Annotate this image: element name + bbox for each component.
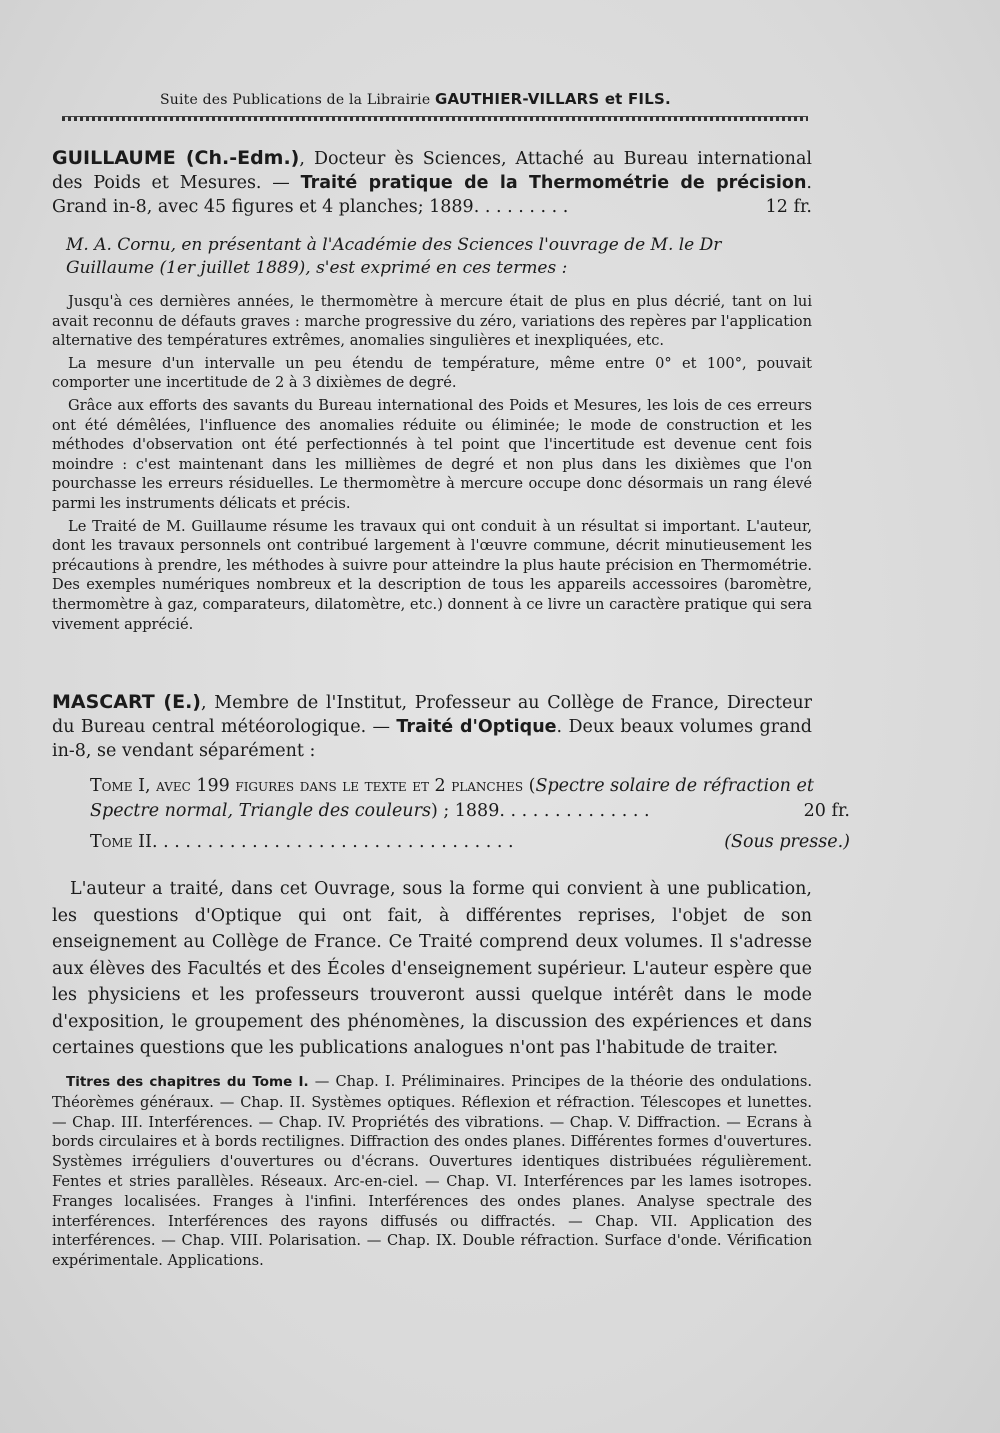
tome-1-price: 20 fr.	[803, 801, 850, 821]
tome-1-italic: Spectre solaire de réfraction et Spectre normal, Triangle des couleurs	[90, 776, 814, 821]
quote-paragraph: La mesure d'un intervalle un peu étendu de température, même entre 0° et 100°, pouvait comporter une incertitude de 2 à 3 dixièmes de degré.	[52, 354, 812, 392]
guillaume-desc2: des Poids et Mesures. —	[52, 173, 301, 193]
guillaume-title: Traité pratique de la Thermométrie de précision	[300, 173, 807, 193]
tome-2-status: (Sous presse.)	[724, 832, 850, 852]
tome-2-text: Tome II. . . . . . . . . . . . . . . . . . . . . . . . . . . . . . . . .	[90, 832, 514, 852]
guillaume-price: 12 fr.	[765, 197, 812, 217]
mascart-desc: , Membre de l'Institut, Professeur au Collège de France, Directeur du Bureau central météorologique. —	[52, 693, 812, 737]
mascart-title: Traité d'Optique	[396, 717, 557, 737]
tome-1-text: Tome I, avec 199 figures dans le texte et 2 planches (	[90, 776, 536, 796]
guillaume-quote-body	[52, 292, 812, 637]
header-rule	[62, 116, 808, 121]
guillaume-author: GUILLAUME (Ch.-Edm.)	[52, 147, 300, 169]
tome-1-line	[52, 774, 850, 824]
quote-paragraph: Jusqu'à ces dernières années, le thermomètre à mercure était de plus en plus décrié, tant on lui avait reconnu de défauts graves : marche progressive du zéro, variations des repères par l'application alternative des températures extrêmes, anomalies singulières et inexpliquées, etc.	[52, 293, 812, 350]
mascart-description	[52, 876, 812, 1062]
quote-paragraph: Grâce aux efforts des savants du Bureau international des Poids et Mesures, les lois de ces erreurs ont été démêlées, l'influence des anomalies réduite ou éliminée; le mode de construction et les méthodes d'observation ont été perfectionnés à tel point que l'incertitude est devenue cent fois moindre : c'est maintenant dans les millièmes de degré et non plus dans les dixièmes que l'on pourchasse les erreurs résiduelles. Le thermomètre à mercure occupe donc désormais un rang élevé parmi les instruments délicats et précis.	[52, 396, 812, 512]
tome-2-line	[52, 830, 850, 855]
tome-1-end: ) ; 1889. . . . . . . . . . . . . .	[430, 801, 650, 821]
chapters-text: — Chap. I. Préliminaires. Principes de la théorie des ondulations. Théorèmes généraux. — Chap. II. Systèmes optiques. Réflexion et réfraction. Télescopes et lunettes. — Chap. III. Interférences. — Chap. IV. Propriétés des vibrations. — Chap. V. Diffraction. — Ecrans à bords circulaires et à bords rectilignes. Diffraction des ondes planes. Différentes formes d'ouvertures. Systèmes irréguliers d'ouvertures ou d'écrans. Ouvertures identiques distribuées régulièrement. Fentes et stries parallèles. Réseaux. Arc-en-ciel. — Chap. VI. Interférences par les lames isotropes. Franges localisées. Franges à l'infini. Interférences des ondes planes. Analyse spectrale des interférences. Interférences des rayons diffusés ou diffractés. — Chap. VII. Application des interférences. — Chap. VIII. Polarisation. — Chap. IX. Double réfraction. Surface d'onde. Vérification expérimentale. Applications.	[52, 1073, 812, 1270]
mascart-author: MASCART (E.)	[52, 691, 201, 713]
running-header	[160, 90, 720, 108]
mascart-paragraph: L'auteur a traité, dans cet Ouvrage, sous la forme qui convient à une publication, les questions d'Optique qui ont fait, à différentes reprises, l'objet de son enseignement au Collège de France. Ce Traité comprend deux volumes. Il s'adresse aux élèves des Facultés et des Écoles d'enseignement supérieur. L'auteur espère que les physiciens et les professeurs trouveront aussi quelque intérêt dans le mode d'exposition, le groupement des phénomènes, la discussion des expériences et dans certaines questions que les publications analogues n'ont pas l'habitude de traiter.	[52, 879, 812, 1058]
mascart-entry	[52, 690, 812, 763]
guillaume-details: . Grand in-8, avec 45 figures et 4 planches; 1889. . . . . . . . .	[52, 173, 812, 217]
guillaume-entry	[52, 146, 812, 219]
header-publisher: GAUTHIER-VILLARS et FILS.	[434, 90, 671, 108]
quote-paragraph: Le Traité de M. Guillaume résume les travaux qui ont conduit à un résultat si important. L'auteur, dont les travaux personnels ont contribué largement à l'œuvre commune, décrit minutieusement les précautions à prendre, les méthodes à suivre pour atteindre la plus haute précision en Thermométrie. Des exemples numériques nombreux et la description de tous les appareils accessoires (baromètre, thermomètre à gaz, comparateurs, dilatomètre, etc.) donnent à ce livre un caractère pratique qui sera vivement apprécié.	[52, 517, 812, 633]
chapters-list	[52, 1072, 812, 1271]
guillaume-desc1: , Docteur ès Sciences, Attaché au Bureau international	[299, 149, 812, 169]
header-prefix: Suite des Publications de la Librairie	[160, 92, 435, 108]
guillaume-quote-intro: M. A. Cornu, en présentant à l'Académie des Sciences l'ouvrage de M. le Dr Guillaume (1er juillet 1889), s'est exprimé en ces termes :	[66, 235, 722, 278]
chapters-lead: Titres des chapitres du Tome I.	[66, 1074, 309, 1090]
mascart-details: . Deux beaux volumes grand in-8, se vendant séparément :	[52, 717, 812, 761]
